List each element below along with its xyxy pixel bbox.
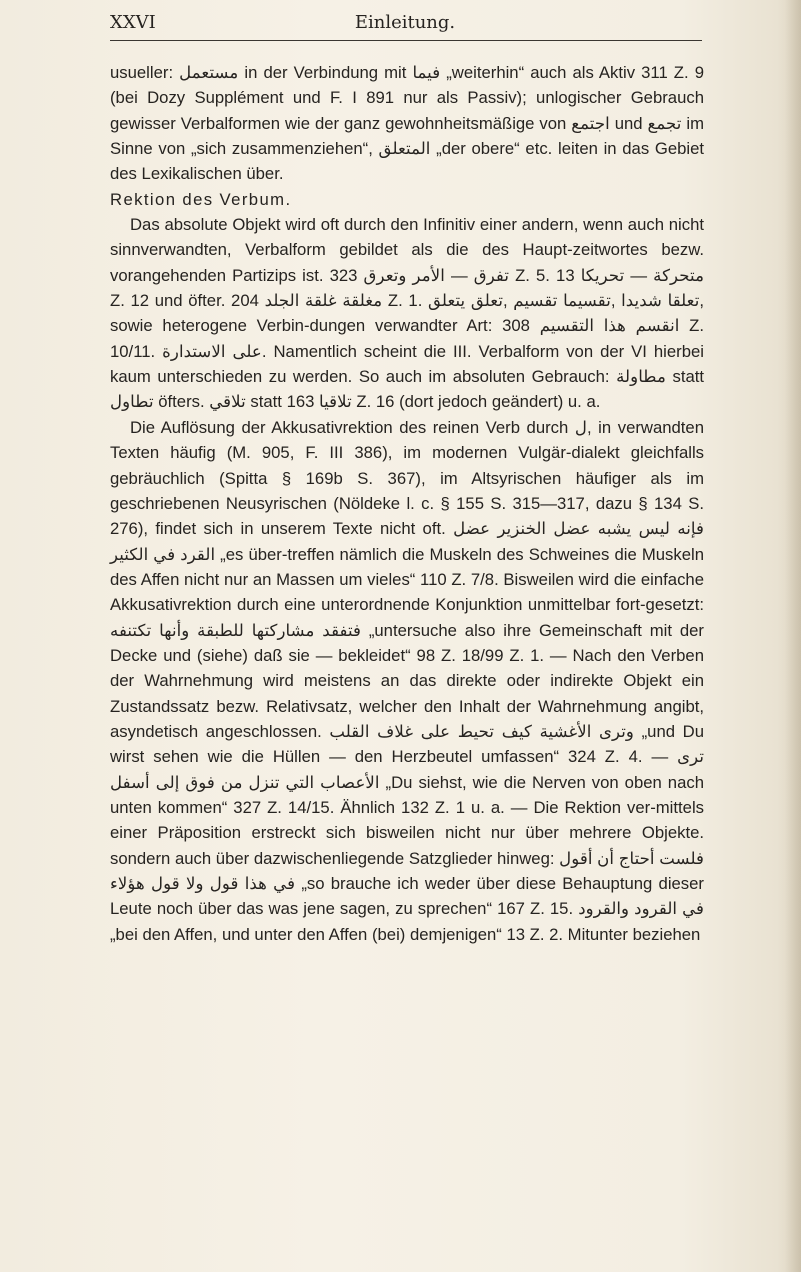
running-header (110, 12, 700, 40)
body-text (110, 60, 704, 947)
page-edge-shadow (785, 0, 801, 1272)
paragraph: usueller: مستعمل in der Verbindung mit فيما „weiterhin“ auch als Aktiv 311 Z. 9 (bei Dozy Supplément und F. I 891 nur als Passiv); unlogischer Gebrauch gewisser Verbalformen wie der ganz gewohnheitsmäßige von اجتمع und تجمع im Sinne von „sich zusammenziehen“, المتعلق „der obere“ etc. leiten in das Gebiet des Lexikalischen über. (110, 63, 705, 184)
paragraph: Das absolute Objekt wird oft durch den Infinitiv einer andern, wenn auch nicht sinnverwandten, Verbalform gebildet als die des Haupt-zeitwortes bezw. vorangehenden Partizips ist. تفرق — الأمر وتعرق 323 Z. 5. متحركة — تحريكا 13 Z. 12 und öfter. مغلقة غلقة الجلد 204 Z. 1. تعلقا شديدا ,تقسيما تقسيم ,تعلق يتعلق, sowie heterogene Verbin-dungen verwandter Art: انقسم هذا التقسيم 308 Z. 10/11. على الاستدارة. Namentlich scheint die III. Verbalform von der VI hierbei kaum unterschieden zu werden. So auch im absoluten Gebrauch: مطاولة statt تطاول öfters. تلاقي statt تلاقيا 163 Z. 16 (dort jedoch geändert) u. a. (110, 215, 705, 412)
page-number: XXVI (110, 12, 156, 33)
header-rule (110, 40, 702, 41)
paragraph: Die Auflösung der Akkusativrektion des reinen Verb durch ل, in verwandten Texten häufig (M. 905, F. III 386), im modernen Vulgär-dialekt gleichfalls gebräuchlich (Spitta § 169b S. 367), im Altsyrischen häufiger als im geschriebenen Neusyrischen (Nöldeke l. c. § 155 S. 315—317, dazu § 134 S. 276), findet sich in unserem Texte nicht oft. فإنه ليس يشبه عضل الخنزير عضل القرد في الكثير „es über-treffen nämlich die Muskeln des Schweines die Muskeln des Affen nicht nur an Massen um vieles“ 110 Z. 7/8. Bisweilen wird die einfache Akkusativrektion durch eine unterordnende Konjunktion unmittelbar fort-gesetzt: فتفقد مشاركتها للطبقة وأنها تكتنفه „untersuche also ihre Gemeinschaft mit der Decke und (siehe) daß sie — bekleidet“ 98 Z. 18/99 Z. 1. — Nach den Verben der Wahrnehmung wird meistens an das direkte oder indirekte Objekt ein Zustandssatz bezw. Relativsatz, welcher den Inhalt der Wahrnehmung angibt, asyndetisch angeschlossen. وترى الأغشية كيف تحيط على غلاف القلب „und Du wirst sehen wie die Hüllen — den Herzbeutel umfassen“ 324 Z. 4. ترى — الأعصاب التي تنزل من فوق إلى أسفل „Du siehst, wie die Nerven von oben nach unten kommen“ 327 Z. 14/15. Ähnlich 132 Z. 1 u. a. — Die Rektion ver-mittels einer Präposition erstreckt sich bisweilen nicht nur über mehrere Objekte. sondern auch über dazwischenliegende Satzglieder hinweg: فلست أحتاج أن أقول في هذا قول ولا قول هؤلاء „so brauche ich weder über diese Behauptung dieser Leute noch über das was jene sagen, zu sprechen“ 167 Z. 15. في القرود والقرود „bei den Affen, und unter den Affen (bei) demjenigen“ 13 Z. 2. Mitunter beziehen (110, 417, 705, 944)
section-heading: Rektion des Verbum. (110, 189, 292, 209)
running-title: Einleitung. (354, 12, 456, 33)
